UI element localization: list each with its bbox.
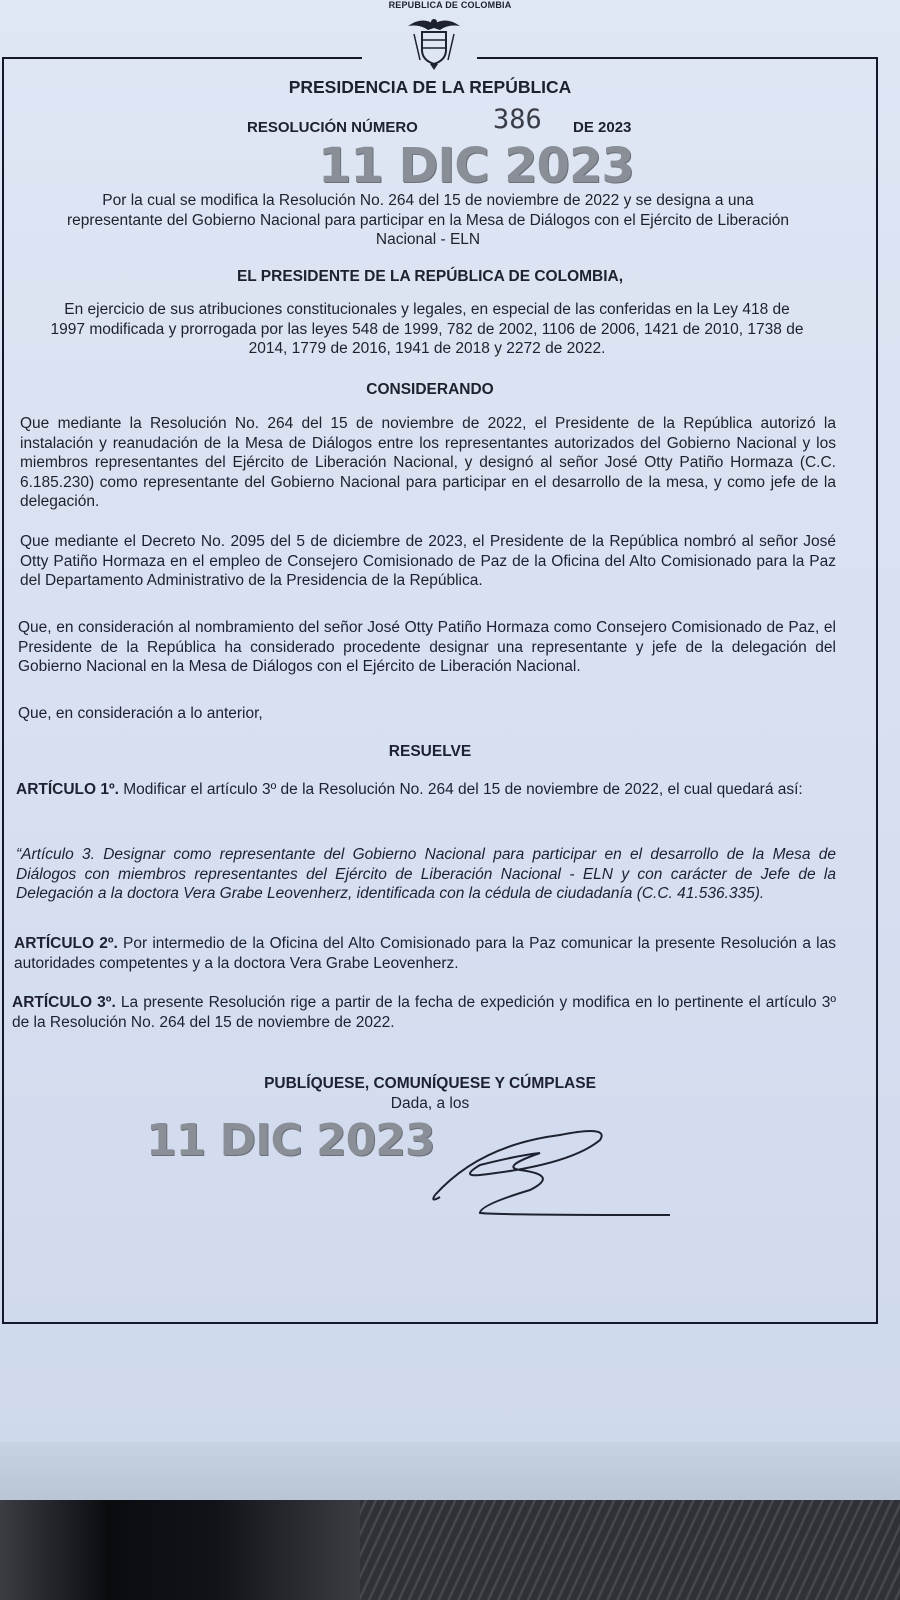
article-1-quote <box>16 845 836 904</box>
considerando-heading: CONSIDERANDO <box>366 381 494 398</box>
article-1-text: Modificar el artículo 3º de la Resolución No. 264 del 15 de noviembre de 2022, el cual quedará así: <box>118 781 803 798</box>
considerando-2: Que mediante el Decreto No. 2095 del 5 de diciembre de 2023, el Presidente de la República nombró al señor José Otty Patiño Hormaza en el empleo de Consejero Comisionado de Paz de la Oficina del Alto Comisionado para la Paz del Departamento Administrativo de la Presidencia de la República. <box>20 533 836 589</box>
resuelve-heading: RESUELVE <box>388 743 472 760</box>
closing-formula: PUBLÍQUESE, COMUNÍQUESE Y CÚMPLASE <box>264 1075 596 1092</box>
paper-tray <box>0 1442 900 1502</box>
article-3-amended-text: “Artículo 3. Designar como representante del Gobierno Nacional para participar en el desarrollo de la Mesa de Diálogos con miembros representantes del Ejército de Liberación Nacional - ELN y con carácter de Jefe de la Delegación a la doctora Vera Grabe Leovenherz, identificada con la cédula de ciudadanía (C.C. 41.536.335). <box>16 846 836 902</box>
resolution-label: RESOLUCIÓN NÚMERO <box>247 119 418 136</box>
article-1 <box>16 780 836 800</box>
subject: Por la cual se modifica la Resolución No. 264 del 15 de noviembre de 2022 y se designa a una representante del Gobierno Nacional para participar en la Mesa de Diálogos con el Ejército de Liberación Nacional - ELN <box>66 192 790 248</box>
background-shadow <box>0 1500 360 1600</box>
considerando-1: Que mediante la Resolución No. 264 del 15 de noviembre de 2022, el Presidente de la República autorizó la instalación y reanudación de la Mesa de Diálogos entre los representantes autorizados del Gobierno Nacional y los miembros representantes del Ejército de Liberación Nacional, y designó al señor José Otty Patiño Hormaza (C.C. 6.185.230) como representante del Gobierno Nacional para participar en el desarrollo de la mesa, y como jefe de la delegación. <box>20 415 836 510</box>
article-2 <box>14 934 836 973</box>
article-1-label: ARTÍCULO 1º. <box>16 781 119 798</box>
date-stamp: 11 DIC 2023 <box>318 138 634 194</box>
office-title: PRESIDENCIA DE LA REPÚBLICA <box>288 77 572 97</box>
resolution-number: 386 <box>493 104 542 135</box>
article-2-text: Por intermedio de la Oficina del Alto Comisionado para la Paz comunicar la presente Resolución a las autoridades competentes y a la doctora Vera Grabe Leovenherz. <box>14 935 836 972</box>
article-2-label: ARTÍCULO 2º. <box>14 935 118 952</box>
considerando-3: Que, en consideración al nombramiento del señor José Otty Patiño Hormaza como Consejero Comisionado de Paz, el Presidente de la República ha considerado procedente designar una representante y jefe de la delegación del Gobierno Nacional en la Mesa de Diálogos con el Ejército de Liberación Nacional. <box>18 619 836 675</box>
border-top-left <box>2 57 362 59</box>
closing-given: Dada, a los <box>390 1095 470 1112</box>
article-3-text: La presente Resolución rige a partir de la fecha de expedición y modifica en lo pertinente el artículo 3º de la Resolución No. 264 del 15 de noviembre de 2022. <box>12 994 837 1031</box>
coat-of-arms-icon <box>404 12 464 70</box>
resolution-year: DE 2023 <box>573 119 632 136</box>
article-3 <box>12 993 836 1032</box>
authority-paragraph: En ejercicio de sus atribuciones constitucionales y legales, en especial de las conferidas en la Ley 418 de 1997 modificada y prorrogada por las leyes 548 de 1999, 782 de 2002, 1106 de 2006, 1421 de 2010, 1738 de 2014, 1779 de 2016, 1941 de 2018 y 2272 de 2022. <box>50 301 804 357</box>
closing-date-stamp: 11 DIC 2023 <box>146 1115 435 1166</box>
issuer-heading: EL PRESIDENTE DE LA REPÚBLICA DE COLOMBIA, <box>236 268 624 285</box>
country-label: REPUBLICA DE COLOMBIA <box>388 0 512 10</box>
signature <box>420 1115 690 1225</box>
considerando-4: Que, en consideración a lo anterior, <box>18 705 263 722</box>
article-3-label: ARTÍCULO 3º. <box>12 994 116 1011</box>
border-top-right <box>477 57 876 59</box>
